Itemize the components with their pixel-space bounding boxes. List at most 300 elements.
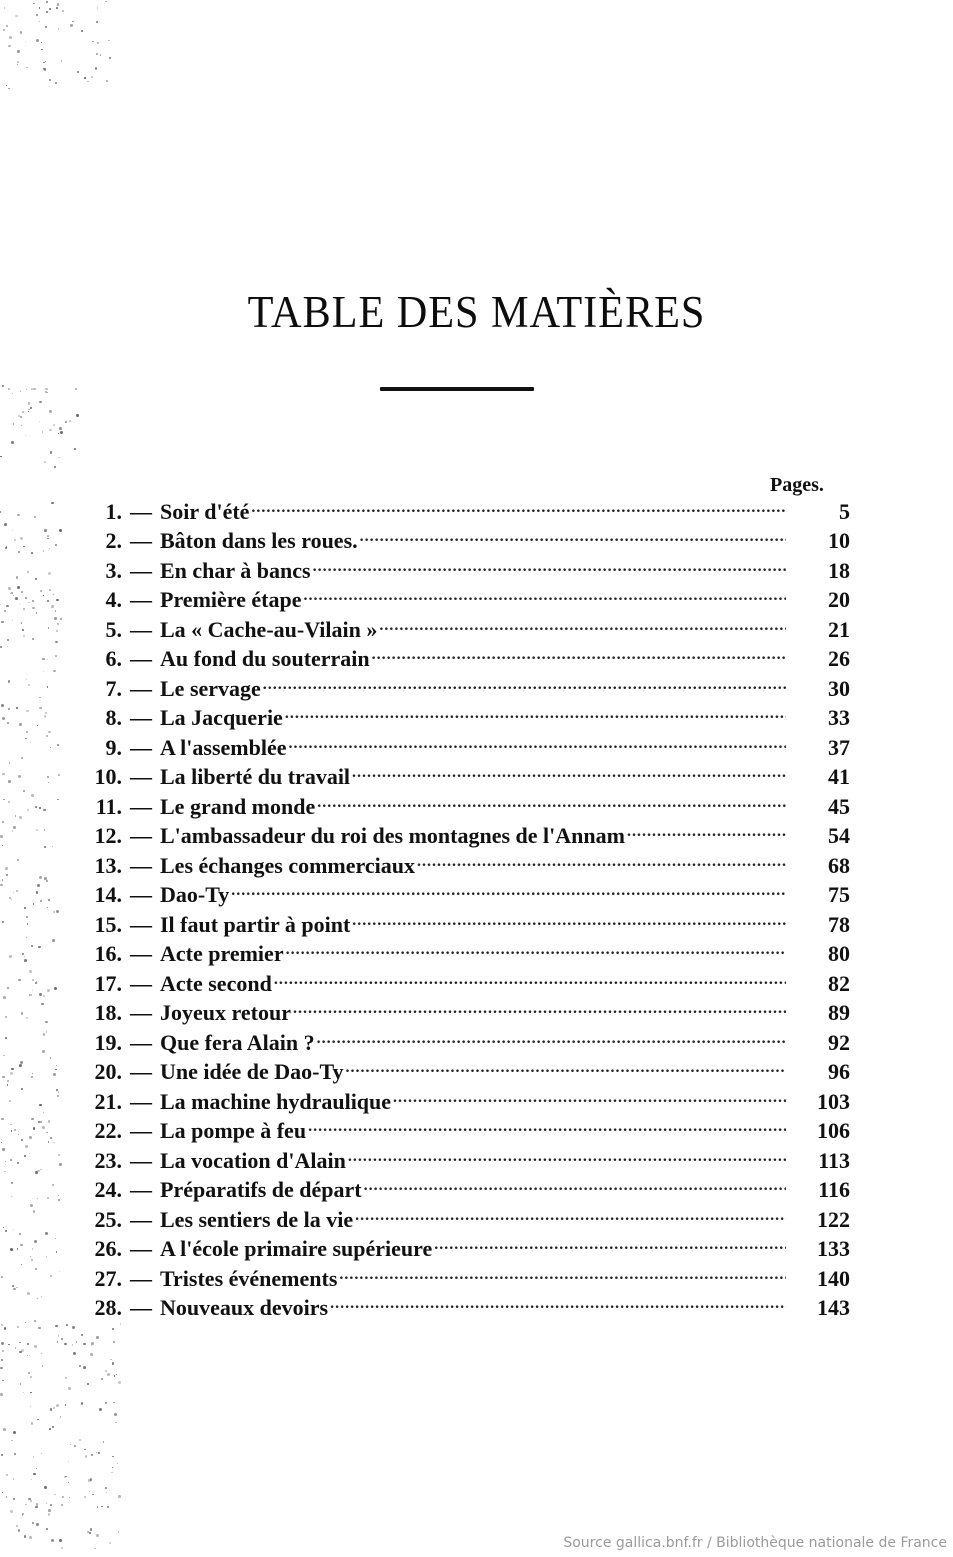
scan-speckle: [21, 1012, 24, 1015]
chapter-number: 19.: [94, 1029, 122, 1055]
scan-speckle: [26, 731, 28, 733]
scan-speckle: [13, 1229, 14, 1230]
scan-speckle: [2, 773, 5, 776]
scan-speckle: [59, 529, 62, 532]
scan-speckle: [8, 801, 10, 803]
scan-speckle: [22, 629, 25, 632]
scan-speckle: [56, 599, 58, 601]
scan-speckle: [65, 421, 67, 423]
scan-speckle: [75, 388, 77, 390]
scan-speckle: [13, 1478, 15, 1480]
scan-speckle: [22, 1514, 24, 1516]
scan-speckle: [16, 707, 18, 709]
chapter-number: 16.: [94, 941, 122, 967]
table-of-contents: [60, 497, 850, 1323]
scan-speckle: [46, 1528, 48, 1530]
scan-speckle: [20, 1061, 23, 1064]
scan-speckle: [39, 7, 41, 9]
entry-dash: —: [130, 1059, 152, 1085]
scan-speckle: [39, 401, 41, 403]
page-number: 75: [828, 882, 850, 908]
scan-speckle: [62, 10, 64, 12]
scan-speckle: [111, 1472, 113, 1474]
toc-entry: [60, 1176, 850, 1206]
scan-speckle: [113, 1402, 114, 1403]
scan-speckle: [64, 1343, 66, 1345]
entry-dash: —: [130, 1236, 152, 1262]
scan-speckle: [89, 1491, 90, 1492]
scan-speckle: [33, 903, 34, 904]
scan-speckle: [31, 1118, 33, 1120]
scan-speckle: [55, 544, 56, 545]
scan-speckle: [16, 1525, 18, 1527]
scan-speckle: [30, 1204, 32, 1206]
chapter-number: 26.: [94, 1236, 122, 1262]
entry-dash: —: [130, 1118, 152, 1144]
chapter-number: 22.: [94, 1118, 122, 1144]
scan-speckle: [21, 1139, 23, 1141]
scan-speckle: [31, 1422, 33, 1424]
scan-speckle: [115, 1422, 117, 1424]
page-number: 68: [828, 852, 850, 878]
scan-speckle: [20, 416, 22, 418]
scan-speckle: [79, 1365, 81, 1367]
scan-speckle: [45, 1232, 48, 1235]
scan-speckle: [95, 67, 98, 70]
scan-speckle: [72, 21, 73, 22]
scan-speckle: [45, 1021, 47, 1023]
scan-speckle: [13, 1431, 16, 1434]
scan-speckle: [33, 388, 36, 391]
scan-speckle: [72, 1326, 75, 1329]
scan-speckle: [47, 392, 49, 394]
dot-leader: [251, 501, 786, 523]
scan-speckle: [17, 61, 19, 63]
scan-speckle: [44, 877, 47, 880]
scan-speckle: [101, 1506, 102, 1507]
scan-speckle: [25, 41, 26, 42]
scan-speckle: [33, 1210, 36, 1213]
scan-speckle: [18, 979, 21, 982]
dot-leader: [286, 943, 786, 965]
scan-speckle: [0, 835, 3, 838]
page-number: 116: [818, 1177, 850, 1203]
toc-entry: [60, 586, 850, 616]
entry-dash: —: [130, 764, 152, 790]
page-number: 113: [818, 1147, 850, 1173]
scan-speckle: [46, 1031, 47, 1032]
scan-speckle: [45, 61, 46, 62]
scan-speckle: [65, 1377, 67, 1379]
scan-speckle: [48, 627, 49, 628]
scan-speckle: [109, 1542, 111, 1544]
scan-speckle: [16, 1287, 18, 1289]
scan-speckle: [85, 1455, 87, 1457]
scan-speckle: [42, 431, 43, 432]
scan-speckle: [19, 1233, 21, 1235]
scan-speckle: [17, 1162, 19, 1164]
scan-speckle: [92, 1494, 93, 1495]
scan-speckle: [49, 410, 52, 413]
scan-speckle: [26, 67, 28, 69]
scan-speckle: [28, 602, 30, 604]
scan-speckle: [10, 1248, 13, 1251]
scan-speckle: [18, 551, 20, 553]
scan-speckle: [112, 1456, 113, 1457]
scan-speckle: [41, 1480, 42, 1481]
scan-speckle: [98, 1452, 100, 1454]
page-number: 80: [828, 941, 850, 967]
scan-speckle: [91, 1344, 92, 1345]
scan-speckle: [15, 597, 18, 600]
scan-speckle: [17, 50, 19, 52]
scan-speckle: [17, 64, 18, 65]
scan-speckle: [12, 530, 13, 531]
scan-speckle: [8, 1344, 10, 1346]
scan-speckle: [56, 630, 58, 632]
scan-speckle: [57, 799, 59, 801]
scan-speckle: [41, 1003, 44, 1006]
scan-speckle: [90, 1528, 92, 1530]
scan-speckle: [47, 600, 49, 602]
scan-speckle: [46, 1, 48, 3]
page-number: 18: [828, 557, 850, 583]
scan-speckle: [56, 1251, 57, 1252]
dot-leader: [317, 1032, 786, 1054]
scan-speckle: [25, 597, 28, 600]
dot-leader: [393, 1091, 786, 1113]
scan-speckle: [118, 1495, 121, 1498]
scan-speckle: [15, 1347, 17, 1349]
scan-speckle: [5, 1230, 7, 1232]
scan-speckle: [7, 1084, 9, 1086]
scan-speckle: [3, 1227, 4, 1228]
entry-dash: —: [130, 1206, 152, 1232]
scan-speckle: [37, 1298, 38, 1299]
scan-speckle: [36, 829, 38, 831]
scan-speckle: [13, 423, 15, 425]
scan-speckle: [72, 1344, 73, 1345]
scan-speckle: [118, 1531, 120, 1533]
scan-speckle: [45, 388, 48, 391]
scan-speckle: [32, 638, 34, 640]
scan-speckle: [29, 970, 32, 973]
scan-speckle: [17, 586, 20, 589]
toc-entry: [60, 1028, 850, 1058]
scan-speckle: [53, 897, 54, 898]
scan-speckle: [101, 1378, 103, 1380]
scan-speckle: [6, 1474, 9, 1477]
entry-dash: —: [130, 1265, 152, 1291]
scan-speckle: [49, 548, 51, 550]
chapter-number: 6.: [105, 646, 122, 672]
scan-speckle: [2, 821, 5, 824]
scan-speckle: [9, 762, 10, 763]
scan-speckle: [35, 806, 37, 808]
chapter-title: Dao-Ty: [160, 882, 230, 908]
scan-speckle: [23, 1392, 24, 1393]
entry-dash: —: [130, 793, 152, 819]
scan-speckle: [24, 956, 26, 958]
scan-speckle: [46, 1503, 47, 1504]
scan-speckle: [34, 1345, 37, 1348]
dot-leader: [360, 530, 786, 552]
dot-leader: [231, 884, 786, 906]
scan-speckle: [58, 1154, 60, 1156]
scan-speckle: [38, 946, 40, 948]
dot-leader: [263, 678, 786, 700]
scan-speckle: [65, 1476, 66, 1477]
toc-entry: [60, 733, 850, 763]
scan-speckle: [6, 1496, 8, 1498]
scan-speckle: [3, 1428, 6, 1431]
toc-entry: [60, 792, 850, 822]
scan-speckle: [14, 1129, 16, 1131]
scan-speckle: [49, 1428, 51, 1430]
toc-entry: [60, 969, 850, 999]
scan-speckle: [50, 1275, 52, 1277]
scan-speckle: [43, 550, 45, 552]
scan-speckle: [40, 707, 42, 709]
scan-speckle: [55, 1325, 58, 1328]
scan-speckle: [19, 603, 20, 604]
scan-speckle: [52, 1184, 54, 1186]
scan-speckle: [54, 1494, 55, 1495]
scan-speckle: [31, 945, 33, 947]
scan-speckle: [10, 1159, 12, 1161]
scan-speckle: [32, 1073, 34, 1075]
entry-dash: —: [130, 498, 152, 524]
scan-speckle: [1, 704, 4, 707]
scan-speckle: [9, 955, 12, 958]
scan-speckle: [4, 1171, 5, 1172]
scan-speckle: [103, 1441, 104, 1442]
scan-speckle: [73, 1352, 76, 1355]
scan-speckle: [21, 425, 22, 426]
entry-dash: —: [130, 705, 152, 731]
scan-speckle: [47, 659, 48, 660]
scan-speckle: [50, 1408, 53, 1411]
scan-speckle: [30, 1392, 32, 1394]
dot-leader: [627, 825, 786, 847]
scan-speckle: [79, 1439, 81, 1441]
scan-speckle: [25, 738, 26, 739]
scan-speckle: [35, 1171, 38, 1174]
chapter-number: 9.: [105, 734, 122, 760]
scan-speckle: [58, 28, 59, 29]
scan-speckle: [92, 41, 94, 43]
scan-speckle: [2, 385, 4, 387]
chapter-title: Soir d'été: [160, 498, 250, 524]
scan-speckle: [46, 1132, 48, 1134]
scan-speckle: [106, 80, 108, 82]
scan-speckle: [97, 7, 98, 8]
page-number: 143: [817, 1295, 850, 1321]
scan-speckle: [2, 1380, 4, 1382]
chapter-title: Bâton dans les roues.: [160, 528, 358, 554]
scan-speckle: [26, 389, 27, 390]
page-number: 78: [828, 911, 850, 937]
scan-speckle: [40, 1121, 43, 1124]
chapter-title: Nouveaux devoirs: [160, 1295, 329, 1321]
page-number: 41: [828, 764, 850, 790]
scan-speckle: [41, 1353, 42, 1354]
scan-speckle: [55, 1069, 56, 1070]
scan-speckle: [12, 393, 13, 394]
scan-speckle: [19, 723, 22, 726]
scan-speckle: [48, 731, 51, 734]
chapter-title: Acte second: [160, 970, 272, 996]
dot-leader: [339, 1268, 786, 1290]
entry-dash: —: [130, 1029, 152, 1055]
scan-speckle: [14, 539, 16, 541]
scan-speckle: [39, 807, 40, 808]
chapter-title: Joyeux retour: [160, 1000, 291, 1026]
toc-entry: [60, 881, 850, 911]
scan-speckle: [52, 846, 53, 847]
scan-speckle: [53, 1407, 55, 1409]
scan-speckle: [13, 826, 16, 829]
chapter-title: Une idée de Dao-Ty: [160, 1059, 344, 1085]
scan-speckle: [55, 82, 57, 84]
scan-speckle: [57, 1341, 59, 1343]
scan-speckle: [12, 1165, 13, 1166]
scan-speckle: [69, 1497, 70, 1498]
scan-speckle: [112, 1362, 114, 1364]
scan-speckle: [37, 1419, 38, 1420]
chapter-number: 8.: [105, 705, 122, 731]
scan-speckle: [21, 591, 23, 593]
scan-speckle: [35, 982, 37, 984]
scan-speckle: [7, 987, 9, 989]
scan-speckle: [81, 1402, 84, 1405]
scan-speckle: [62, 1496, 64, 1498]
page-number: 10: [828, 528, 850, 554]
scan-speckle: [17, 514, 20, 517]
scan-speckle: [109, 57, 111, 59]
scan-speckle: [28, 684, 30, 686]
scan-speckle: [49, 79, 51, 81]
chapter-title: Première étape: [160, 587, 302, 613]
toc-entry: [60, 497, 850, 527]
scan-speckle: [107, 1373, 110, 1376]
scan-speckle: [24, 907, 26, 909]
scan-speckle: [6, 25, 8, 27]
scan-speckle: [105, 1402, 107, 1404]
scan-speckle: [39, 993, 42, 996]
toc-entry: [60, 704, 850, 734]
scan-speckle: [36, 1468, 37, 1469]
scan-speckle: [29, 1536, 32, 1539]
scan-speckle: [74, 448, 76, 450]
scan-speckle: [61, 60, 63, 62]
scan-speckle: [32, 990, 33, 991]
scan-speckle: [11, 1196, 12, 1197]
scan-speckle: [49, 429, 52, 432]
scan-speckle: [6, 605, 8, 607]
scan-speckle: [5, 1161, 6, 1162]
dot-leader: [434, 1238, 786, 1260]
scan-speckle: [37, 725, 38, 726]
scan-speckle: [33, 1456, 35, 1458]
scan-speckle: [58, 1335, 59, 1336]
scan-speckle: [44, 529, 47, 532]
scan-speckle: [113, 1341, 115, 1343]
chapter-title: Au fond du souterrain: [160, 646, 370, 672]
scan-speckle: [18, 775, 20, 777]
chapter-number: 14.: [94, 882, 122, 908]
scan-speckle: [44, 1486, 47, 1489]
scan-speckle: [68, 1387, 71, 1390]
entry-dash: —: [130, 1177, 152, 1203]
scan-speckle: [24, 1155, 26, 1157]
chapter-number: 12.: [94, 823, 122, 849]
scan-speckle: [74, 1445, 76, 1447]
scan-speckle: [3, 799, 4, 800]
scan-speckle: [31, 1479, 32, 1480]
entry-dash: —: [130, 1147, 152, 1173]
scan-speckle: [27, 1355, 28, 1356]
chapter-title: Les sentiers de la vie: [160, 1206, 354, 1232]
entry-dash: —: [130, 646, 152, 672]
scan-speckle: [20, 391, 21, 392]
scan-speckle: [11, 1130, 12, 1131]
scan-speckle: [4, 610, 6, 612]
scan-speckle: [34, 1320, 36, 1322]
scan-speckle: [6, 85, 7, 86]
scan-speckle: [29, 1153, 30, 1154]
entry-dash: —: [130, 941, 152, 967]
scan-speckle: [39, 421, 40, 422]
chapter-number: 25.: [94, 1206, 122, 1232]
toc-entry: [60, 940, 850, 970]
scan-speckle: [0, 1367, 2, 1369]
page-number: 92: [828, 1029, 850, 1055]
scan-speckle: [44, 846, 46, 848]
toc-entry: [60, 645, 850, 675]
scan-speckle: [96, 53, 98, 55]
scan-speckle: [55, 641, 57, 643]
scan-speckle: [25, 1504, 26, 1505]
scan-speckle: [54, 987, 57, 990]
scan-speckle: [83, 1343, 86, 1346]
scan-speckle: [16, 576, 19, 579]
scan-speckle: [65, 1404, 67, 1406]
scan-speckle: [30, 1406, 31, 1407]
scan-speckle: [42, 1126, 45, 1129]
scan-speckle: [3, 1055, 5, 1057]
scan-speckle: [30, 1376, 32, 1378]
scan-speckle: [31, 552, 33, 554]
scan-speckle: [28, 1372, 30, 1374]
scan-speckle: [8, 587, 11, 590]
scan-speckle: [34, 516, 36, 518]
chapter-number: 1.: [105, 498, 122, 524]
scan-speckle: [27, 1343, 29, 1345]
dot-leader: [289, 737, 787, 759]
scan-speckle: [41, 49, 43, 51]
scan-speckle: [53, 670, 55, 672]
page-number: 140: [817, 1265, 850, 1291]
scan-speckle: [0, 884, 2, 886]
chapter-number: 23.: [94, 1147, 122, 1173]
scan-speckle: [30, 1256, 31, 1257]
scan-speckle: [3, 996, 6, 999]
scan-speckle: [46, 1256, 47, 1257]
page-number: 103: [817, 1088, 850, 1114]
toc-entry: [60, 999, 850, 1029]
scan-speckle: [21, 757, 23, 759]
